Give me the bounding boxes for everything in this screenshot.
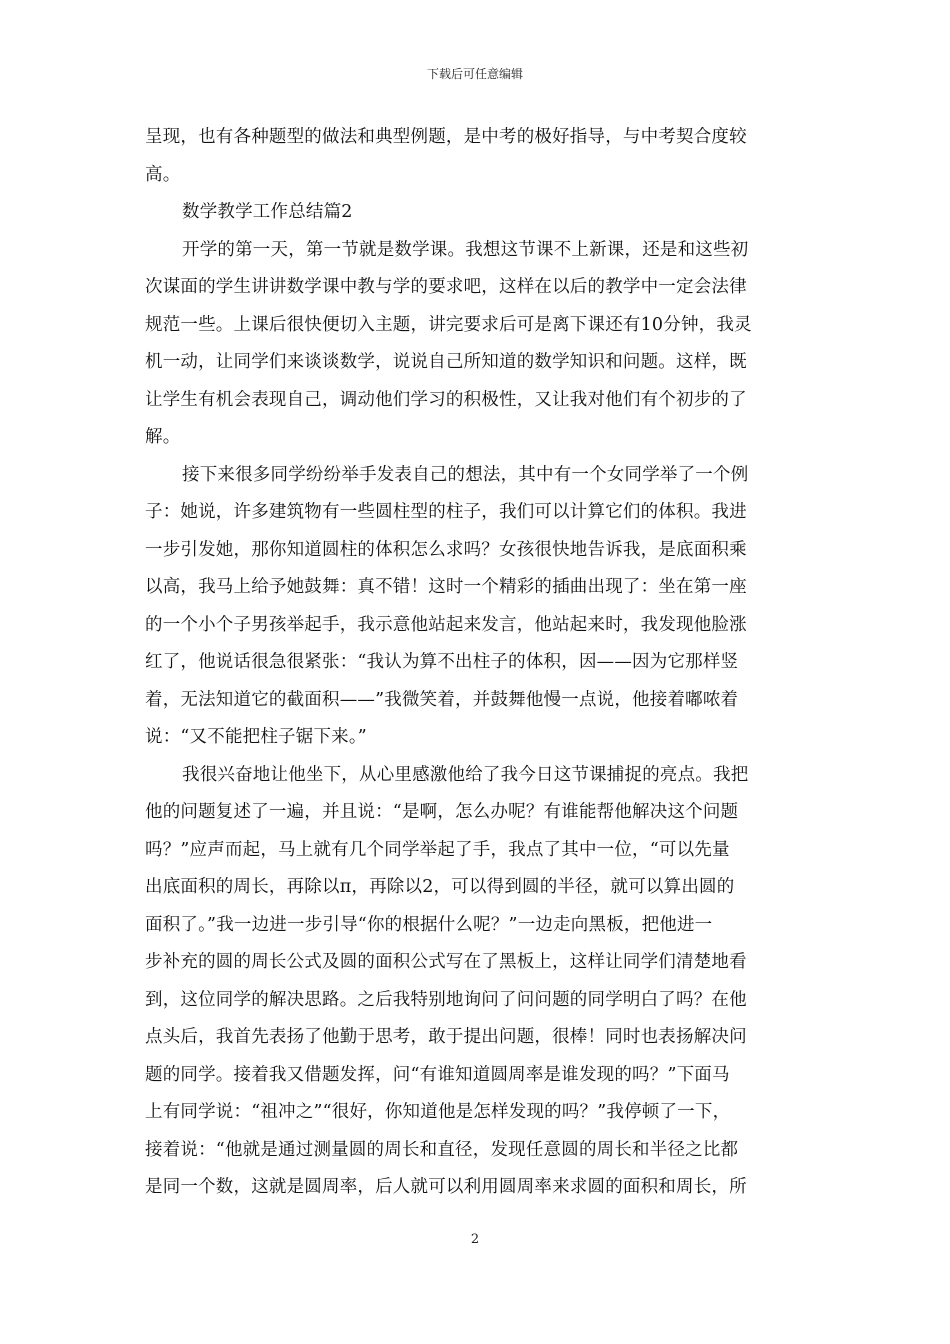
text-line: 说：“又不能把柱子锯下来。” <box>145 727 367 747</box>
text-line: 次谋面的学生讲讲数学课中教与学的要求吧，这样在以后的教学中一定会法律 <box>145 277 747 297</box>
text-line: 是同一个数，这就是圆周率，后人就可以利用圆周率来求圆的面积和周长，所 <box>145 1177 747 1197</box>
text-line: 接着说：“他就是通过测量圆的周长和直径，发现任意圆的周长和半径之比都 <box>145 1139 739 1160</box>
text-line: 机一动，让同学们来谈谈数学，说说自己所知道的数学知识和问题。这样，既 <box>145 352 747 372</box>
text-line: 题的同学。接着我又借题发挥，问“有谁知道圆周率是谁发现的吗？”下面马 <box>145 1064 730 1085</box>
text-line: 红了，他说话很急很紧张：“我认为算不出柱子的体积，因——因为它那样竖 <box>145 652 739 672</box>
text-line: 吗？”应声而起，马上就有几个同学举起了手，我点了其中一位，“可以先量 <box>145 839 730 860</box>
text-line: 呈现，也有各种题型的做法和典型例题，是中考的极好指导，与中考契合度较 <box>145 127 747 147</box>
text-line: 的一个小个子男孩举起手，我示意他站起来发言，他站起来时，我发现他脸涨 <box>145 614 747 635</box>
document-body <box>145 119 807 1207</box>
text-line: 点头后，我首先表扬了他勤于思考，敢于提出问题，很棒！同时也表扬解决问 <box>145 1027 747 1047</box>
text-line: 以高，我马上给予她鼓舞：真不错！这时一个精彩的插曲出现了：坐在第一座 <box>145 577 747 597</box>
text-line: 子：她说，许多建筑物有一些圆柱型的柱子，我们可以计算它们的体积。我进 <box>145 502 747 522</box>
page-header: 下载后可任意编辑 <box>426 67 523 81</box>
text-line: 着，无法知道它的截面积——”我微笑着，并鼓舞他慢一点说，他接着嘟哝着 <box>145 689 739 710</box>
text-line: 让学生有机会表现自己，调动他们学习的积极性，又让我对他们有个初步的了 <box>145 389 747 410</box>
text-line: 开学的第一天，第一节就是数学课。我想这节课不上新课，还是和这些初 <box>182 239 749 260</box>
text-line: 我很兴奋地让他坐下，从心里感激他给了我今日这节课捕捉的亮点。我把 <box>182 764 749 785</box>
text-line: 到，这位同学的解决思路。之后我特别地询问了问问题的同学明白了吗？在他 <box>145 989 747 1010</box>
text-line: 规范一些。上课后很快便切入主题，讲完要求后可是离下课还有10分钟，我灵 <box>145 314 752 335</box>
text-line: 解。 <box>145 427 181 447</box>
text-line: 接下来很多同学纷纷举手发表自己的想法，其中有一个女同学举了一个例 <box>182 464 749 485</box>
text-line: 出底面积的周长，再除以π，再除以2，可以得到圆的半径，就可以算出圆的 <box>145 877 735 897</box>
text-line: 步补充的圆的周长公式及圆的面积公式写在了黑板上，这样让同学们清楚地看 <box>145 952 747 972</box>
section-heading: 数学教学工作总结篇2 <box>182 202 353 222</box>
text-line: 他的问题复述了一遍，并且说：“是啊，怎么办呢？有谁能帮他解决这个问题 <box>145 802 739 822</box>
text-line: 高。 <box>145 164 181 185</box>
text-line: 面积了。”我一边进一步引导“你的根据什么呢？”一边走向黑板，把他进一 <box>145 914 713 935</box>
text-line: 一步引发她，那你知道圆柱的体积怎么求吗？女孩很快地告诉我，是底面积乘 <box>145 539 747 560</box>
text-line: 上有同学说：“祖冲之”“很好，你知道他是怎样发现的吗？”我停顿了一下， <box>145 1102 731 1122</box>
page-number: 2 <box>470 1232 480 1247</box>
